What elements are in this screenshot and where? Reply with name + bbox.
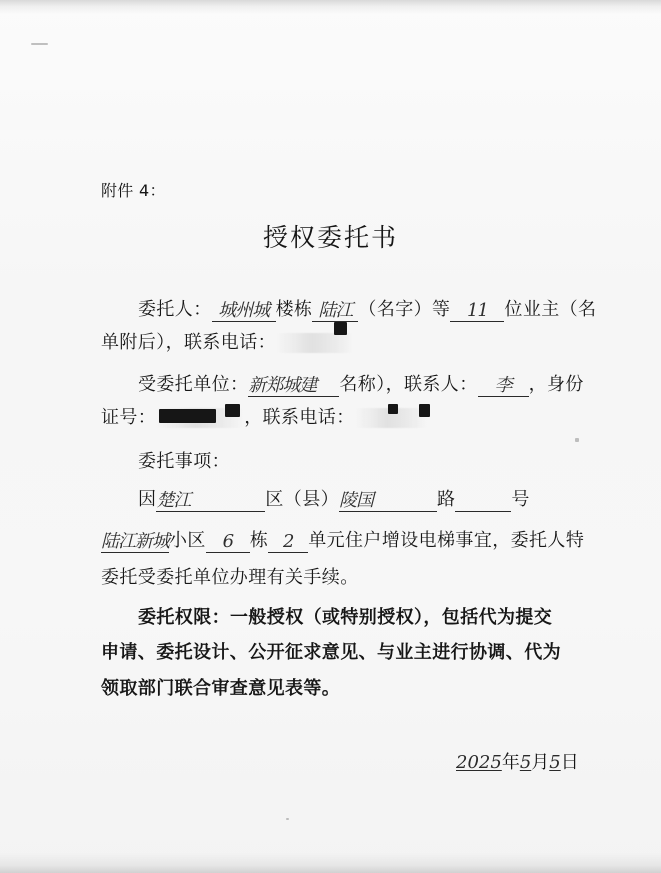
id-label: 证号：: [101, 407, 157, 428]
owner-count: 11: [450, 299, 504, 322]
purpose-text-2: 委托受委托单位办理有关手续。: [101, 567, 359, 588]
authority-line-3: 领取部门联合审查意见表等。: [101, 678, 341, 699]
delegate-name-hint: 名称），联系人：: [339, 374, 478, 395]
district-handwriting: 楚江: [156, 489, 265, 512]
matter-label: 委托事项：: [138, 451, 230, 472]
delegator-line-1: [138, 298, 596, 322]
purpose-text: 单元住户增设电梯事宜，委托人特: [308, 530, 585, 551]
because-text: 因: [138, 489, 157, 510]
building-text: 楼栋: [275, 299, 313, 320]
scan-top-shadow: [0, 0, 661, 14]
community-label: 小区: [169, 530, 206, 551]
delegator-label: 委托人：: [138, 299, 212, 320]
day-unit: 日: [560, 752, 579, 773]
scan-dot: [286, 818, 289, 820]
year-unit: 年: [501, 752, 520, 773]
authority-line-2: 申请、委托设计、公开征求意见、与业主进行协调、代为: [101, 642, 561, 663]
owner-list-phone-label: 单附后），联系电话：: [101, 332, 276, 353]
redacted-phone-smear: [276, 333, 354, 353]
scan-bottom-shadow: [0, 853, 661, 873]
number-blank: [455, 489, 511, 512]
signature-date: [456, 748, 579, 774]
scan-mark: [31, 43, 48, 45]
name-hint: （名字）等: [358, 299, 451, 320]
unit-number-handwriting: 2: [268, 530, 308, 553]
district-label: 区（县）: [265, 489, 340, 510]
handwritten-year: 2025: [456, 752, 502, 773]
delegate-phone-label: ，联系电话：: [244, 407, 355, 428]
attachment-label: 附件 4：: [101, 181, 166, 200]
redacted-phone-mark-2: [388, 404, 398, 414]
handwritten-month: 5: [519, 752, 532, 773]
delegate-handwritten-unit: 新郑城建: [248, 374, 339, 397]
handwritten-day: 5: [549, 752, 561, 773]
delegate-line-2: [101, 406, 427, 430]
redacted-phone-mark: [334, 322, 347, 335]
building-handwritten-value: 陆江: [312, 299, 358, 322]
purpose-line-2: [101, 566, 359, 590]
document-title: 授权委托书: [262, 223, 398, 252]
redacted-phone-mark-3: [419, 404, 430, 417]
identity-text: ，身份: [528, 374, 584, 395]
road-handwriting: 陵国: [339, 489, 437, 512]
building-label: 栋: [249, 530, 269, 551]
authority-line-1: 委托权限：一般授权（或特别授权），包括代为提交: [138, 607, 553, 628]
delegate-line-1: [138, 373, 584, 397]
community-handwriting: 陆江新城: [101, 531, 169, 552]
scan-dot: [575, 438, 579, 442]
delegate-unit-label: 受委托单位：: [138, 374, 249, 395]
delegator-handwritten-name: 城州城: [212, 299, 276, 322]
matter-label-line: [138, 450, 230, 474]
redacted-id-block: [159, 409, 216, 423]
address-line: [138, 488, 530, 512]
building-number-handwriting: 6: [206, 530, 250, 553]
number-label: 号: [511, 489, 530, 510]
owner-text: 位业主（名: [504, 299, 597, 320]
month-unit: 月: [531, 752, 550, 773]
community-line: [101, 529, 584, 553]
delegator-line-2: [101, 331, 354, 355]
road-label: 路: [437, 489, 456, 510]
contact-person-handwriting: 李: [478, 374, 529, 397]
redacted-id-mark: [225, 404, 240, 417]
